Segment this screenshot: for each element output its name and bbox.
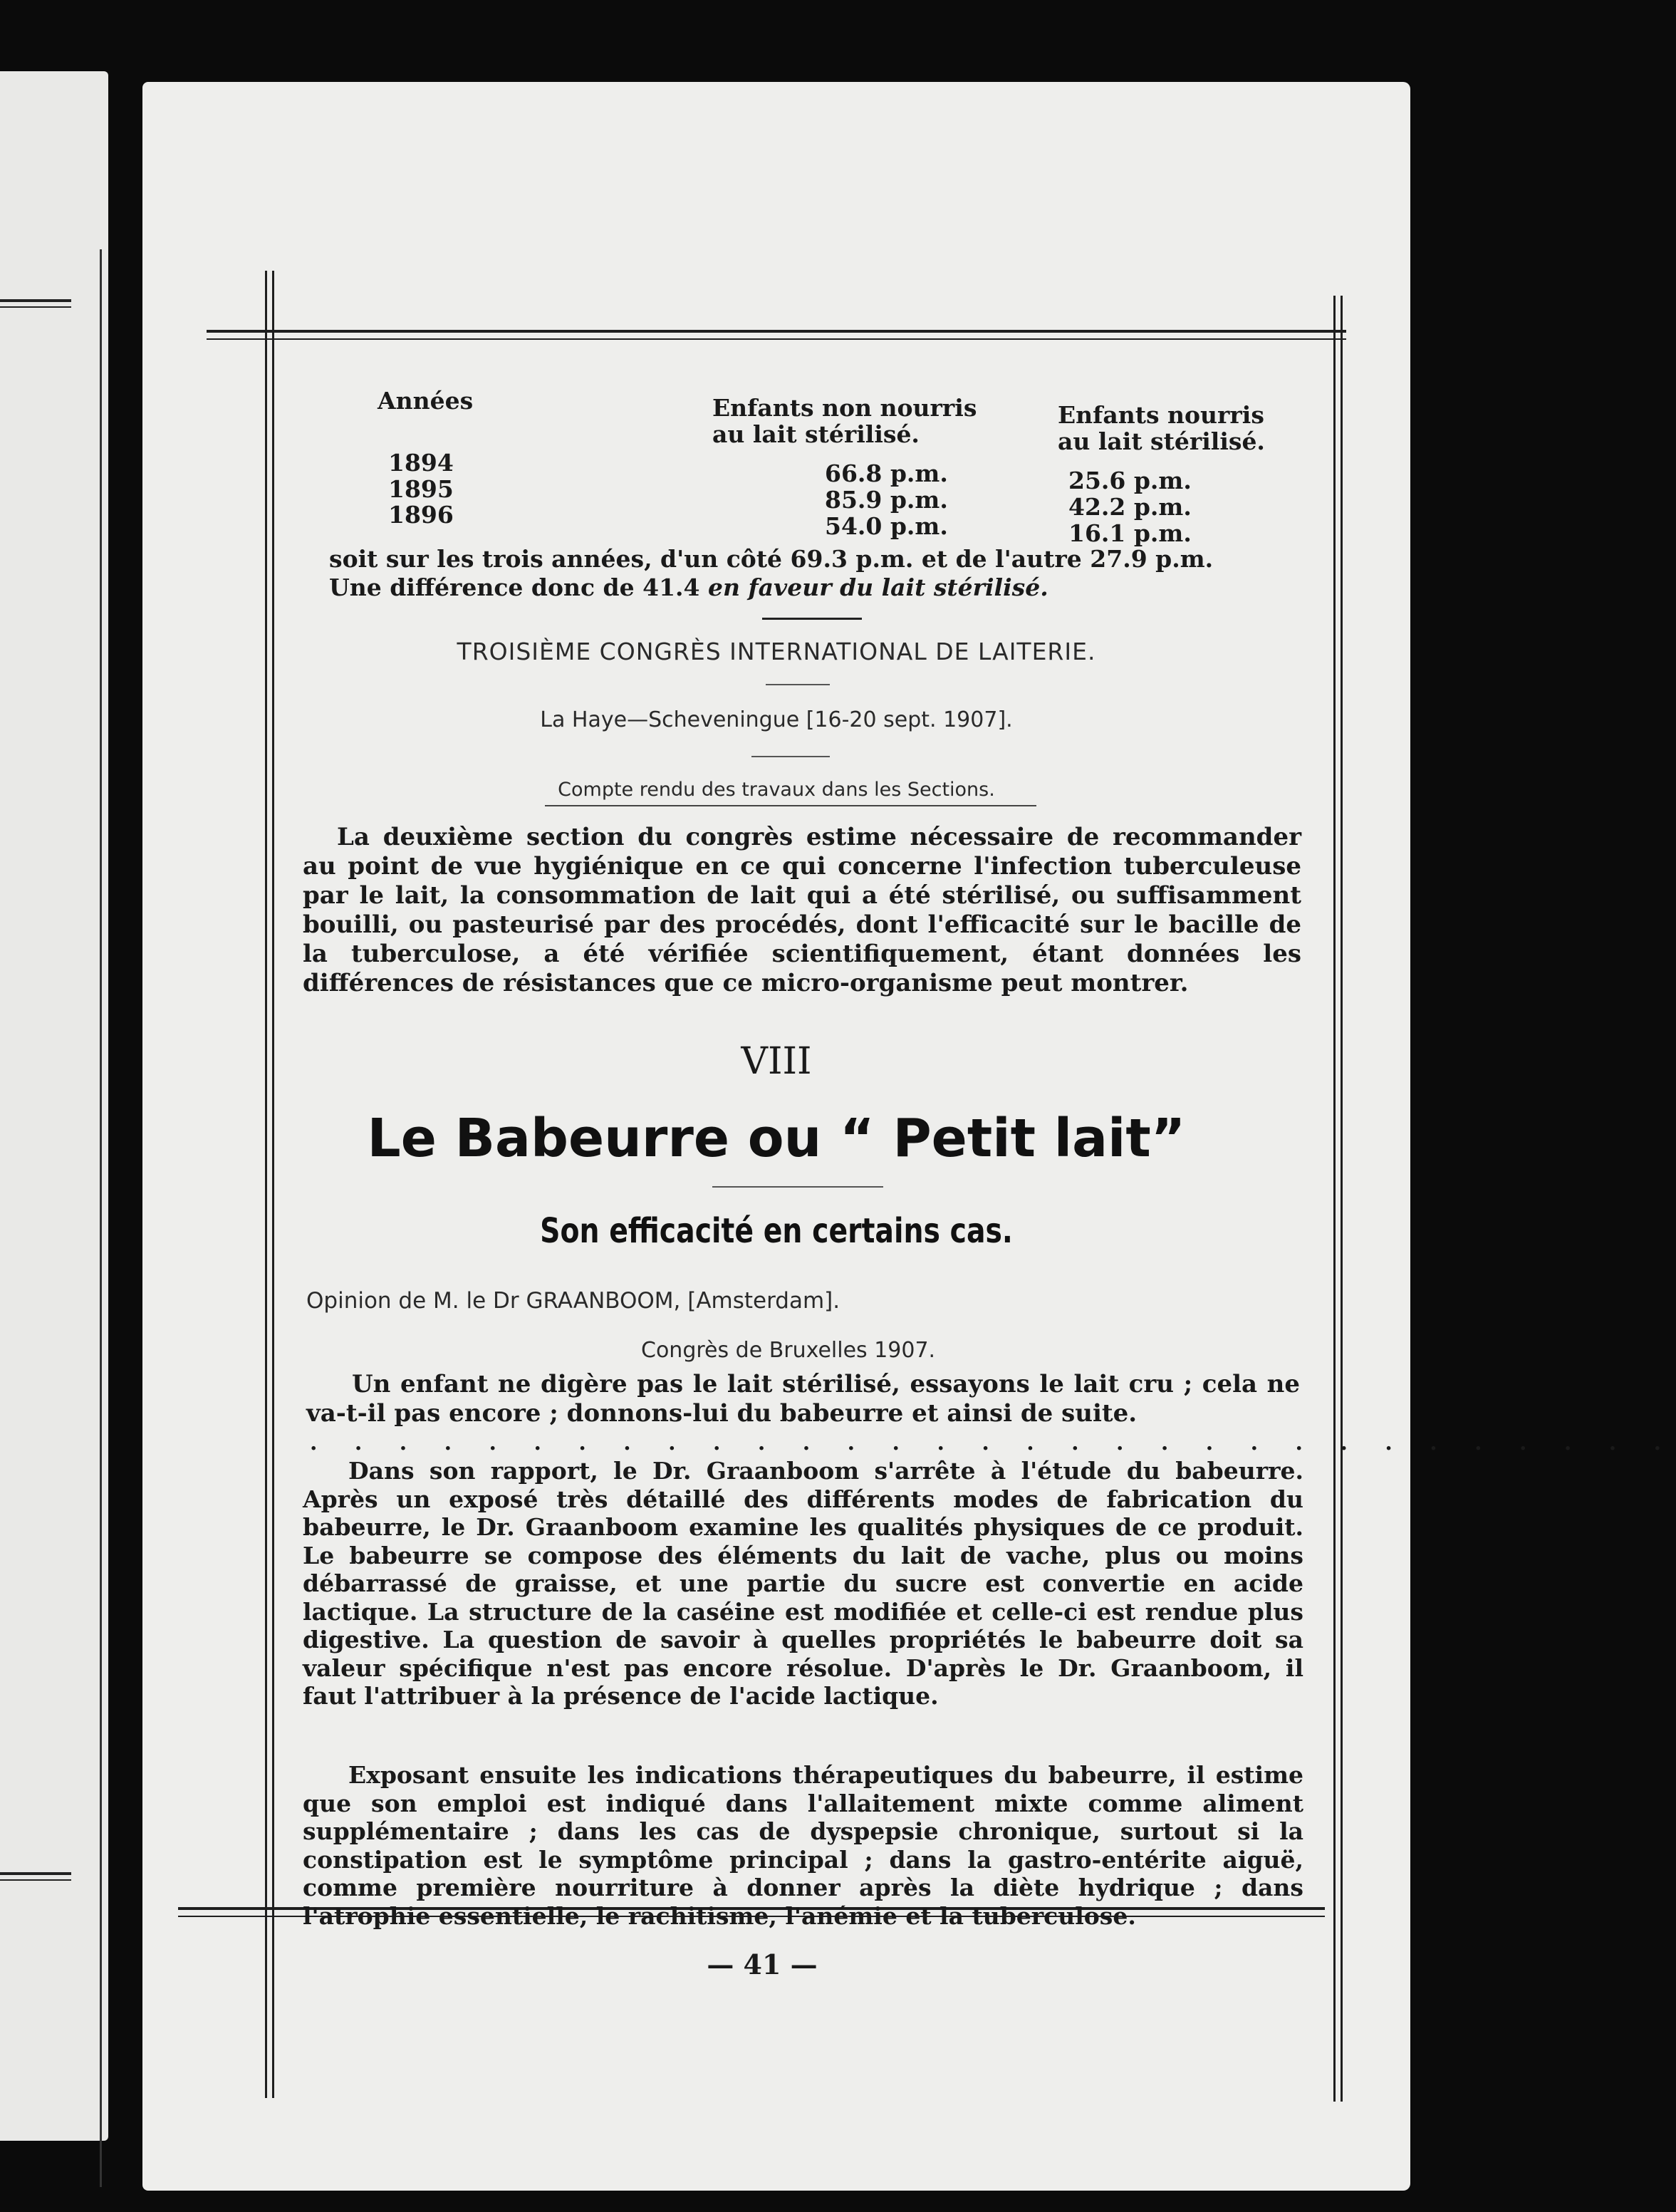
chapter-subtitle: Son efficacité en certains cas. [540, 1211, 1013, 1251]
adjacent-page-edge [0, 71, 108, 2141]
quote-paragraph: Un enfant ne digère pas le lait stérilisé, essayons le lait cru ; cela ne va-t-il pas encore ; donnons-lui du babeurre et ainsi de suite. [306, 1370, 1300, 1428]
opinion-attribution: Opinion de M. le Dr GRAANBOOM, [Amsterdam]. [306, 1288, 840, 1314]
summary-difference [329, 573, 1048, 602]
summary-difference-text: Une différence donc de 41.4 [329, 573, 708, 601]
adjacent-page-rule [0, 1872, 71, 1875]
table-cell-non-sterilized: 66.8 p.m. [825, 459, 948, 487]
divider [766, 684, 830, 685]
congress-report-heading: Compte rendu des travaux dans les Sections. [558, 779, 995, 801]
table-cell-year: 1895 [388, 475, 454, 503]
section-divider [762, 618, 862, 620]
report-underline [545, 805, 1036, 806]
table-cell-sterilized: 16.1 p.m. [1068, 519, 1192, 547]
summary-emphasis: en faveur du lait stérilisé. [707, 573, 1048, 601]
title-divider [712, 1186, 883, 1188]
table-cell-non-sterilized: 54.0 p.m. [825, 512, 948, 540]
ellipsis-dots: . . . . . . . . . . . . . . . . . . . . . . . . . . . . . . . [310, 1430, 1676, 1455]
table-cell-sterilized: 42.2 p.m. [1068, 493, 1192, 521]
table-cell-non-sterilized: 85.9 p.m. [825, 486, 948, 514]
book-page [142, 82, 1676, 2191]
chapter-title: Le Babeurre ou “ Petit lait” [367, 1108, 1186, 1169]
congress-recommendation-paragraph: La deuxième section du congrès estime nécessaire de recommander au point de vue hygiénique en ce qui concerne l'infection tuberculeuse par le lait, la consommation de lait qui a été stérilisé, ou suffisamment bouilli, ou pasteurisé par des procédés, dont l'efficacité sur le bacille de la tuberculose, a été vérifiée scientifiquement, étant données les différences de résistances que ce micro-organisme peut montrer. [303, 823, 1301, 997]
table-cell-sterilized: 25.6 p.m. [1068, 467, 1192, 494]
column-header-sterilized-2: au lait stérilisé. [1058, 427, 1265, 455]
column-header-non-sterilized: Enfants non nourris [712, 394, 977, 422]
table-cell-year: 1896 [388, 501, 454, 529]
congress-title: TROISIÈME CONGRÈS INTERNATIONAL DE LAITERIE. [457, 638, 1096, 665]
adjacent-page-rule [0, 306, 71, 308]
chapter-number: VIII [741, 1040, 812, 1083]
column-header-sterilized: Enfants nourris [1058, 401, 1264, 429]
congress-reference: Congrès de Bruxelles 1907. [641, 1338, 936, 1363]
body-paragraph-2: Exposant ensuite les indications thérapeutiques du babeurre, il estime que son emploi est indiqué dans l'allaitement mixte comme aliment supplémentaire ; dans les cas de dyspepsie chronique, surtout si la constipation est le symptôme principal ; dans la gastro-entérite aiguë, comme première nourriture à donner après la diète hydrique ; dans l'atrophie essentielle, le rachitisme, l'anémie et la tuberculose. [303, 1761, 1303, 1930]
page-content [142, 82, 1676, 2191]
column-header-non-sterilized-2: au lait stérilisé. [712, 420, 920, 448]
page-number: — 41 — [707, 1948, 818, 1980]
adjacent-page-vertical-rule [100, 249, 102, 2187]
table-cell-year: 1894 [388, 449, 454, 477]
column-header-years: Années [378, 387, 474, 415]
adjacent-page-rule [0, 299, 71, 302]
adjacent-page-rule [0, 1879, 71, 1881]
divider [751, 756, 830, 757]
statistics-table [142, 374, 1410, 616]
body-paragraph-1: Dans son rapport, le Dr. Graanboom s'arrête à l'étude du babeurre. Après un exposé très détaillé des différents modes de fabrication du babeurre, le Dr. Graanboom examine les qualités physiques de ce produit. Le babeurre se compose des éléments du lait de vache, plus ou moins débarrassé de graisse, et une partie du sucre est convertie en acide lactique. La structure de la caséine est modifiée et celle-ci est rendue plus digestive. La question de savoir à quelles propriétés le babeurre doit sa valeur spécifique n'est pas encore résolue. D'après le Dr. Graanboom, il faut l'attribuer à la présence de l'acide lactique. [303, 1457, 1303, 1710]
summary-line: soit sur les trois années, d'un côté 69.3 p.m. et de l'autre 27.9 p.m. [329, 545, 1214, 573]
congress-place-date: La Haye—Scheveningue [16-20 sept. 1907]. [540, 707, 1013, 732]
